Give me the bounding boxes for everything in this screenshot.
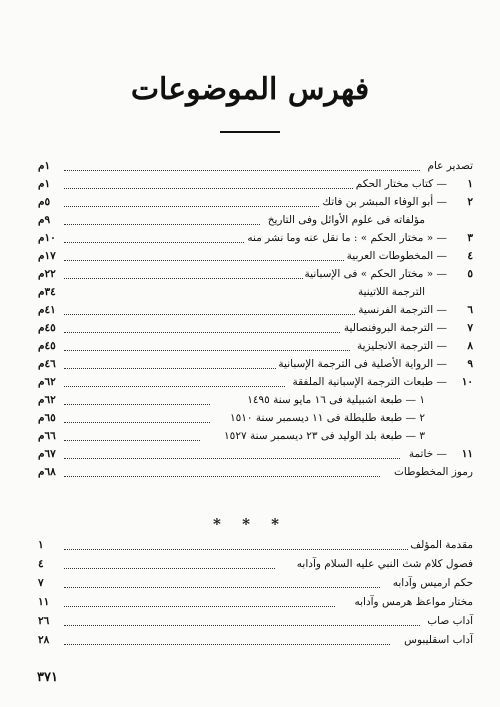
page-number: ٣٧١ bbox=[37, 670, 58, 685]
section-separator: * * * bbox=[213, 515, 287, 533]
dot-leader bbox=[64, 205, 325, 207]
entry-page-number: ٤٦م bbox=[38, 355, 64, 373]
entry-page-number: ٢٢م bbox=[38, 265, 64, 283]
entry-number: ٨ bbox=[467, 340, 473, 352]
entry-number: ٢ bbox=[467, 196, 473, 208]
toc-entry bbox=[38, 355, 473, 373]
dot-leader bbox=[64, 421, 210, 423]
dot-leader bbox=[64, 624, 420, 626]
entry-page-number: ٧ bbox=[38, 574, 64, 593]
entry-title: آداب صاب bbox=[425, 612, 473, 631]
entry-title: تصدير عام bbox=[425, 157, 473, 175]
entry-title: ٣ — طبعة بلد الوليد فى ٢٣ ديسمبر سنة ١٥٢٧ bbox=[222, 427, 425, 445]
entry-number: ٣ bbox=[467, 232, 473, 244]
entry-title: مختار مواعظ هرمس وآدابه bbox=[352, 593, 473, 612]
entry-number: ٤ bbox=[467, 250, 473, 262]
entry-page-number: ١٠م bbox=[38, 229, 64, 247]
entry-page-number: ٦٢م bbox=[38, 391, 64, 409]
entry-page-number: ٩م bbox=[38, 211, 64, 229]
entry-page-number: ٤٥م bbox=[38, 319, 64, 337]
entry-page-number: ١١ bbox=[38, 593, 64, 612]
toc-entry bbox=[38, 574, 473, 593]
dot-leader bbox=[64, 241, 250, 243]
toc-entry bbox=[38, 193, 473, 211]
toc-entry bbox=[38, 427, 473, 445]
entry-title: الترجمة اللاتينية bbox=[356, 283, 425, 301]
entry-number: ١١ bbox=[461, 448, 473, 460]
toc-entry bbox=[38, 283, 473, 301]
toc-entry bbox=[38, 409, 473, 427]
entry-title: حكم ارميس وآدابه bbox=[391, 574, 473, 593]
entry-page-number: ٥م bbox=[38, 193, 64, 211]
entry-number: ٩ bbox=[467, 358, 473, 370]
entry-page-number: ١ bbox=[38, 536, 64, 555]
entry-title: — كتاب مختار الحكم bbox=[354, 175, 447, 193]
entry-title: — الترجمة البروفنصالية bbox=[342, 319, 447, 337]
entry-title: — « مختار الحكم » : ما نقل عنه وما نشر منه bbox=[245, 229, 447, 247]
entry-title: فصول كلام شث النبي عليه السلام وآدابه bbox=[295, 555, 473, 574]
toc-entry bbox=[38, 373, 473, 391]
table-of-contents-texts bbox=[38, 536, 473, 650]
dot-leader bbox=[64, 457, 400, 459]
dot-leader bbox=[64, 605, 335, 607]
entry-title: رموز المخطوطات bbox=[392, 463, 473, 481]
entry-title: — الرواية الأصلية فى الترجمة الإسبانية bbox=[276, 355, 447, 373]
dot-leader bbox=[64, 548, 410, 550]
toc-entry bbox=[38, 319, 473, 337]
dot-leader bbox=[64, 187, 355, 189]
entry-title: آداب اسقليبوس bbox=[402, 631, 473, 650]
entry-title: — الترجمة الانجليزية bbox=[355, 337, 447, 355]
dot-leader bbox=[64, 259, 350, 261]
dot-leader bbox=[64, 643, 390, 645]
dot-leader bbox=[64, 439, 200, 441]
entry-title: — أبو الوفاء المبشر بن فاتك bbox=[320, 193, 447, 211]
entry-title: — طبعات الترجمة الإسبانية الملفقة bbox=[290, 373, 447, 391]
toc-entry bbox=[38, 157, 473, 175]
toc-entry bbox=[38, 247, 473, 265]
entry-page-number: ١م bbox=[38, 175, 64, 193]
toc-entry bbox=[38, 612, 473, 631]
dot-leader bbox=[64, 169, 420, 171]
entry-page-number: ٦٥م bbox=[38, 409, 64, 427]
title-rule bbox=[220, 131, 280, 133]
toc-entry bbox=[38, 463, 473, 481]
toc-entry bbox=[38, 211, 473, 229]
dot-leader bbox=[64, 277, 315, 279]
entry-page-number: ٦٦م bbox=[38, 427, 64, 445]
toc-entry bbox=[38, 265, 473, 283]
entry-number: ٦ bbox=[467, 304, 473, 316]
entry-page-number: ١٧م bbox=[38, 247, 64, 265]
toc-entry bbox=[38, 631, 473, 650]
entry-title: مؤلفاته فى علوم الأوائل وفى التاريخ bbox=[266, 211, 425, 229]
toc-entry bbox=[38, 301, 473, 319]
entry-title: — خاتمة bbox=[407, 445, 447, 463]
entry-title: — الترجمة الفرنسية bbox=[356, 301, 447, 319]
entry-title: مقدمة المؤلف bbox=[408, 536, 473, 555]
entry-page-number: ١م bbox=[38, 157, 64, 175]
entry-title: — المخطوطات العربية bbox=[345, 247, 447, 265]
entry-page-number: ٣٤م bbox=[38, 283, 64, 301]
entry-page-number: ٤١م bbox=[38, 301, 64, 319]
entry-page-number: ٦٢م bbox=[38, 373, 64, 391]
toc-entry bbox=[38, 555, 473, 574]
dot-leader bbox=[64, 586, 380, 588]
entry-page-number: ٢٦ bbox=[38, 612, 64, 631]
toc-entry bbox=[38, 391, 473, 409]
page-title: فهرس الموضوعات bbox=[130, 72, 370, 107]
dot-leader bbox=[64, 313, 355, 315]
entry-title: — « مختار الحكم » فى الإسبانية bbox=[303, 265, 447, 283]
dot-leader bbox=[64, 349, 350, 351]
dot-leader bbox=[64, 403, 210, 405]
toc-entry bbox=[38, 337, 473, 355]
table-of-contents bbox=[38, 157, 473, 481]
entry-page-number: ٦٨م bbox=[38, 463, 64, 481]
entry-number: ١٠ bbox=[461, 376, 473, 388]
toc-entry bbox=[38, 175, 473, 193]
entry-number: ١ bbox=[467, 178, 473, 190]
toc-entry bbox=[38, 536, 473, 555]
entry-page-number: ٤ bbox=[38, 555, 64, 574]
toc-entry bbox=[38, 593, 473, 612]
toc-entry bbox=[38, 445, 473, 463]
dot-leader bbox=[64, 223, 260, 225]
entry-page-number: ٤٥م bbox=[38, 337, 64, 355]
entry-page-number: ٢٨ bbox=[38, 631, 64, 650]
entry-title: ٢ — طبعة طليطلة فى ١١ ديسمبر سنة ١٥١٠ bbox=[228, 409, 425, 427]
dot-leader bbox=[64, 367, 280, 369]
entry-number: ٥ bbox=[467, 268, 473, 280]
dot-leader bbox=[64, 385, 285, 387]
entry-number: ٧ bbox=[467, 322, 473, 334]
entry-title: ١ — طبعة اشبيلية فى ١٦ مايو سنة ١٤٩٥ bbox=[245, 391, 425, 409]
dot-leader bbox=[64, 567, 275, 569]
entry-page-number: ٦٧م bbox=[38, 445, 64, 463]
toc-entry bbox=[38, 229, 473, 247]
dot-leader bbox=[64, 331, 340, 333]
dot-leader bbox=[64, 475, 380, 477]
